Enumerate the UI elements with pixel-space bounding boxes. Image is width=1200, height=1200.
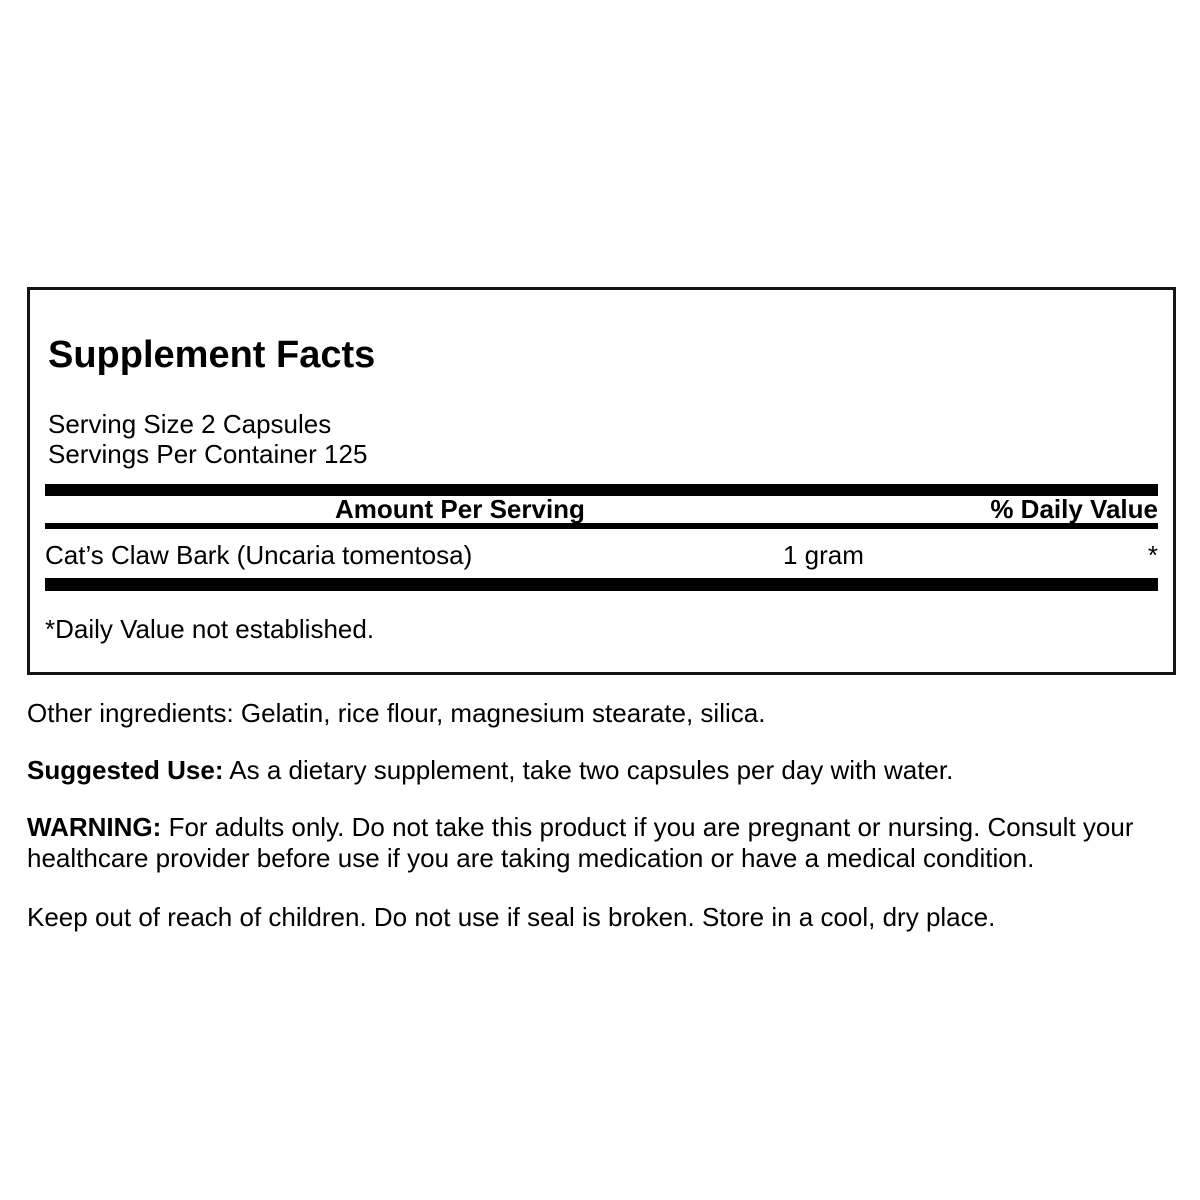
daily-value-header: % Daily Value (990, 494, 1158, 524)
daily-value-footnote: *Daily Value not established. (45, 614, 375, 644)
warning-text (27, 812, 1175, 874)
amount-per-serving-header: Amount Per Serving (335, 494, 585, 524)
panel-title: Supplement Facts (48, 334, 376, 376)
ingredient-name: Cat’s Claw Bark (Uncaria tomentosa) (45, 540, 473, 570)
ingredient-amount: 1 gram (783, 540, 864, 570)
warning-label: WARNING: (27, 812, 162, 842)
suggested-use-text (27, 755, 1175, 786)
suggested-use-body: As a dietary supplement, take two capsules per day with water. (229, 755, 954, 785)
storage-note: Keep out of reach of children. Do not use if seal is broken. Store in a cool, dry place. (27, 902, 996, 932)
label-details (27, 698, 1175, 933)
other-ingredients-text: Other ingredients: Gelatin, rice flour, magnesium stearate, silica. (27, 698, 766, 728)
thick-rule-bottom (45, 578, 1158, 591)
supplement-facts-panel (27, 287, 1176, 675)
serving-size: Serving Size 2 Capsules (48, 409, 332, 439)
serving-info (48, 409, 1158, 469)
table-row (45, 529, 1158, 578)
table-header-row (45, 496, 1158, 523)
suggested-use-label: Suggested Use: (27, 755, 224, 785)
warning-body: For adults only. Do not take this product if you are pregnant or nursing. Consult your healthcare provider before use if you are taking medication or have a medical condition. (27, 812, 1134, 873)
servings-per-container: Servings Per Container 125 (48, 439, 368, 469)
ingredient-daily-value: * (1147, 540, 1158, 570)
